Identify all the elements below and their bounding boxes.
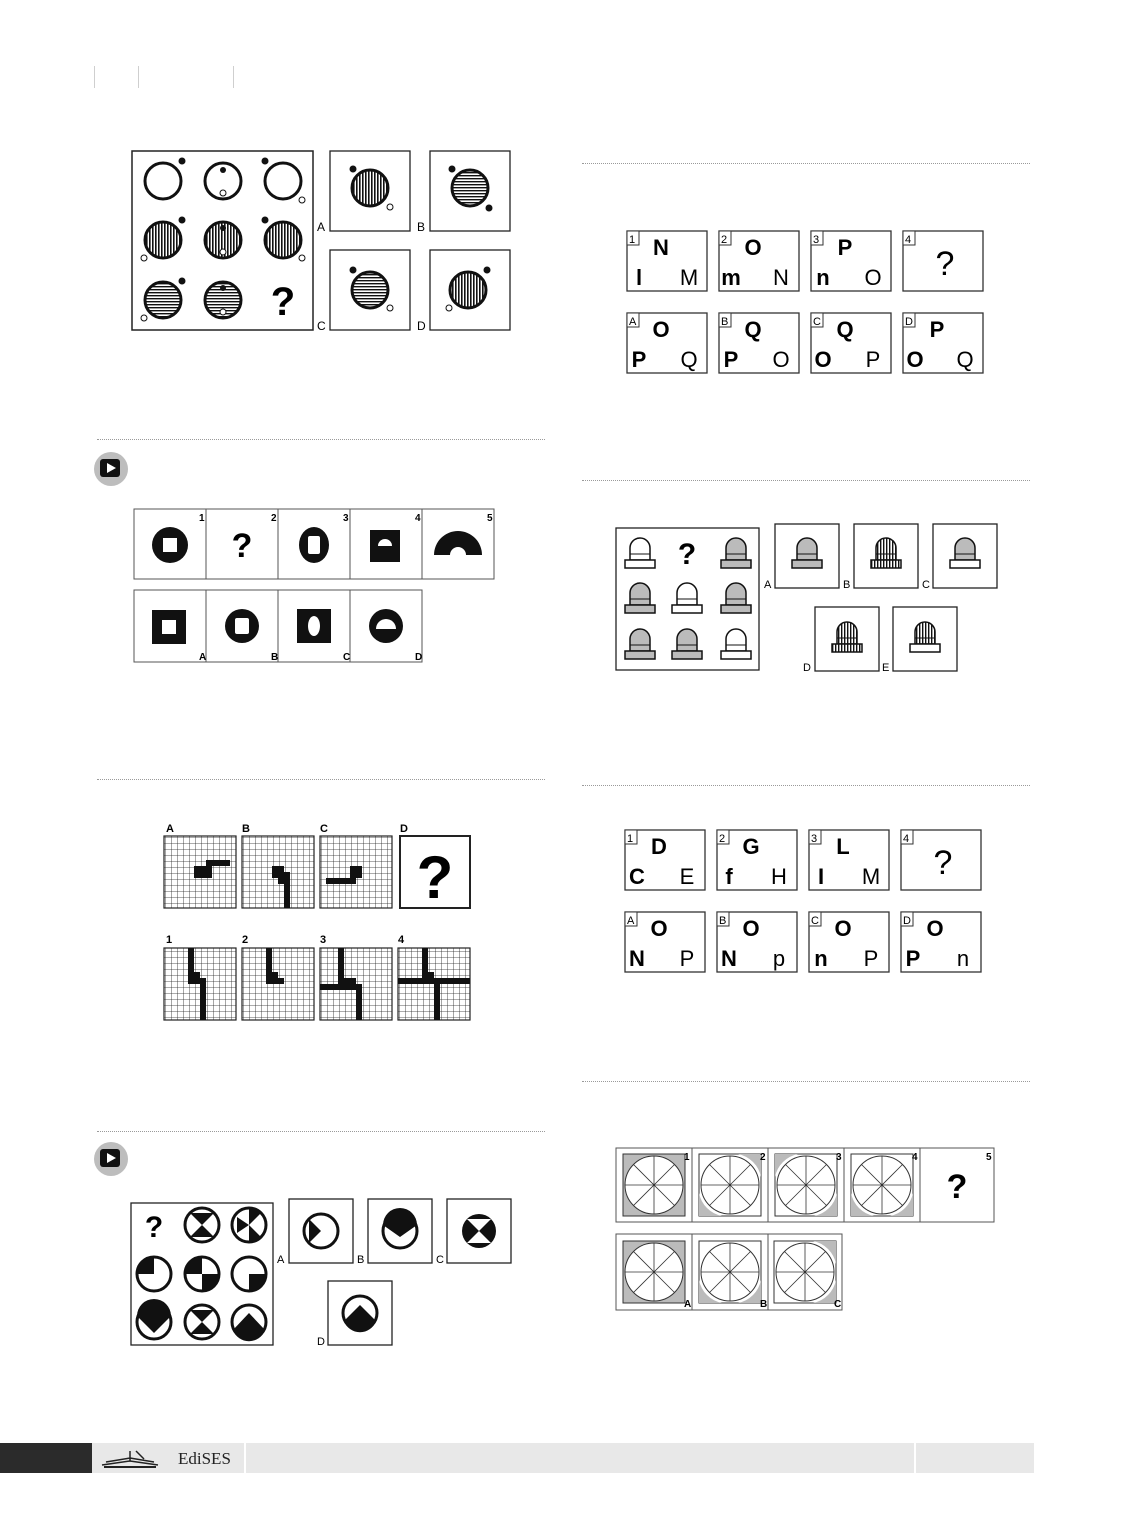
box-label: D	[903, 915, 911, 927]
figure-number: 2	[242, 934, 249, 946]
figure-number: 5	[986, 1152, 992, 1163]
bottom-left-letter: P	[631, 347, 647, 372]
top-letter: P	[929, 317, 945, 342]
bottom-right-letter: M	[679, 265, 699, 290]
top-letter: ?	[935, 245, 955, 283]
bottom-left-letter: N	[629, 946, 645, 971]
top-letter: O	[742, 916, 760, 941]
top-letter: L	[836, 834, 850, 859]
figure-number: 4	[415, 513, 421, 524]
publisher-name: EdiSES	[178, 1449, 231, 1468]
bottom-right-letter: p	[772, 946, 786, 971]
option-label: B	[417, 220, 426, 234]
top-letter: O	[744, 235, 762, 260]
bottom-left-letter: N	[721, 946, 737, 971]
option-label: E	[882, 662, 890, 674]
figure-label: B	[242, 823, 250, 835]
question-mark: ?	[231, 527, 253, 565]
box-label: 3	[811, 833, 818, 845]
option-label: C	[922, 579, 930, 591]
figure-label: A	[166, 823, 174, 835]
box-label: C	[813, 316, 821, 328]
box-label: D	[905, 316, 913, 328]
figure-label: C	[320, 823, 328, 835]
top-letter: Q	[744, 317, 762, 342]
header-tick	[94, 66, 95, 88]
section-divider	[582, 163, 1030, 164]
top-letter: Q	[836, 317, 854, 342]
figure-number: 1	[166, 934, 173, 946]
option-label: C	[834, 1299, 842, 1310]
bottom-left-letter: m	[721, 265, 741, 290]
q2-figure	[130, 505, 500, 670]
figure-number: 2	[271, 513, 277, 524]
q3-figure	[160, 820, 475, 1025]
top-letter: G	[742, 834, 760, 859]
section-divider	[97, 1131, 545, 1132]
question-mark: ?	[144, 1211, 164, 1244]
q5-figure	[625, 229, 995, 379]
section-divider	[97, 779, 545, 780]
bottom-right-letter: N	[773, 265, 789, 290]
bottom-right-letter: O	[772, 347, 790, 372]
section-divider	[582, 480, 1030, 481]
bottom-right-letter: E	[679, 864, 695, 889]
question-mark: ?	[946, 1168, 968, 1206]
option-label: B	[843, 579, 851, 591]
q7-figure	[623, 828, 993, 978]
bottom-left-letter: l	[635, 265, 643, 290]
header-tick	[138, 66, 139, 88]
option-label: D	[415, 652, 423, 663]
box-label: 1	[629, 234, 636, 246]
option-label: A	[317, 220, 326, 234]
top-letter: O	[650, 916, 668, 941]
page-footer	[0, 1443, 1034, 1473]
figure-number: 1	[199, 513, 205, 524]
box-label: A	[629, 316, 637, 328]
bottom-left-letter: n	[816, 265, 830, 290]
q1-figure	[125, 145, 520, 340]
top-letter: O	[926, 916, 944, 941]
option-label: A	[684, 1299, 692, 1310]
video-play-icon[interactable]	[94, 1142, 128, 1176]
box-label: C	[811, 915, 819, 927]
q4-figure	[125, 1195, 520, 1355]
option-label: C	[343, 652, 351, 663]
option-label: D	[417, 319, 426, 333]
box-label: 4	[905, 234, 912, 246]
box-label: 3	[813, 234, 820, 246]
option-label: A	[277, 1254, 285, 1266]
bottom-right-letter: n	[956, 946, 970, 971]
book-logo-icon	[100, 1447, 160, 1469]
option-label: A	[199, 652, 207, 663]
box-label: B	[721, 316, 729, 328]
bottom-right-letter: O	[864, 265, 882, 290]
q6-figure	[610, 520, 1005, 680]
option-label: A	[764, 579, 772, 591]
bottom-left-letter: P	[905, 946, 921, 971]
bottom-right-letter: P	[863, 946, 879, 971]
section-divider	[582, 785, 1030, 786]
bottom-right-letter: P	[865, 347, 881, 372]
bottom-left-letter: I	[817, 864, 825, 889]
top-letter: D	[651, 834, 667, 859]
figure-number: 3	[836, 1152, 842, 1163]
figure-number: 4	[912, 1152, 918, 1163]
option-label: C	[436, 1254, 444, 1266]
section-divider	[97, 439, 545, 440]
bottom-left-letter: C	[629, 864, 645, 889]
box-label: B	[719, 915, 727, 927]
figure-number: 3	[320, 934, 327, 946]
bottom-left-letter: n	[814, 946, 828, 971]
option-label: B	[271, 652, 279, 663]
option-label: B	[357, 1254, 365, 1266]
option-label: C	[317, 319, 326, 333]
video-play-icon[interactable]	[94, 452, 128, 486]
bottom-right-letter: Q	[956, 347, 974, 372]
question-mark: ?	[416, 844, 454, 911]
figure-number: 1	[684, 1152, 690, 1163]
section-divider	[582, 1081, 1030, 1082]
figure-number: 4	[398, 934, 405, 946]
box-label: 2	[719, 833, 726, 845]
top-letter: P	[837, 235, 853, 260]
bottom-right-letter: M	[861, 864, 881, 889]
option-label: D	[803, 662, 811, 674]
bottom-left-letter: f	[725, 864, 733, 889]
option-label: B	[760, 1299, 768, 1310]
footer-separator	[244, 1443, 246, 1473]
bottom-right-letter: P	[679, 946, 695, 971]
question-mark: ?	[677, 538, 697, 571]
top-letter: ?	[933, 844, 953, 882]
option-label: D	[317, 1336, 325, 1348]
top-letter: N	[653, 235, 669, 260]
bottom-left-letter: P	[723, 347, 739, 372]
figure-number: 2	[760, 1152, 766, 1163]
footer-page-block	[0, 1443, 92, 1473]
q8-figure	[612, 1144, 1002, 1316]
figure-number: 3	[343, 513, 349, 524]
bottom-left-letter: O	[906, 347, 924, 372]
footer-separator	[914, 1443, 916, 1473]
header-tick	[233, 66, 234, 88]
box-label: 1	[627, 833, 634, 845]
question-mark: ?	[270, 280, 296, 324]
box-label: 4	[903, 833, 910, 845]
box-label: A	[627, 915, 635, 927]
figure-label: D	[400, 823, 408, 835]
top-letter: O	[834, 916, 852, 941]
box-label: 2	[721, 234, 728, 246]
bottom-left-letter: O	[814, 347, 832, 372]
figure-number: 5	[487, 513, 493, 524]
bottom-right-letter: Q	[680, 347, 698, 372]
top-letter: O	[652, 317, 670, 342]
bottom-right-letter: H	[771, 864, 787, 889]
